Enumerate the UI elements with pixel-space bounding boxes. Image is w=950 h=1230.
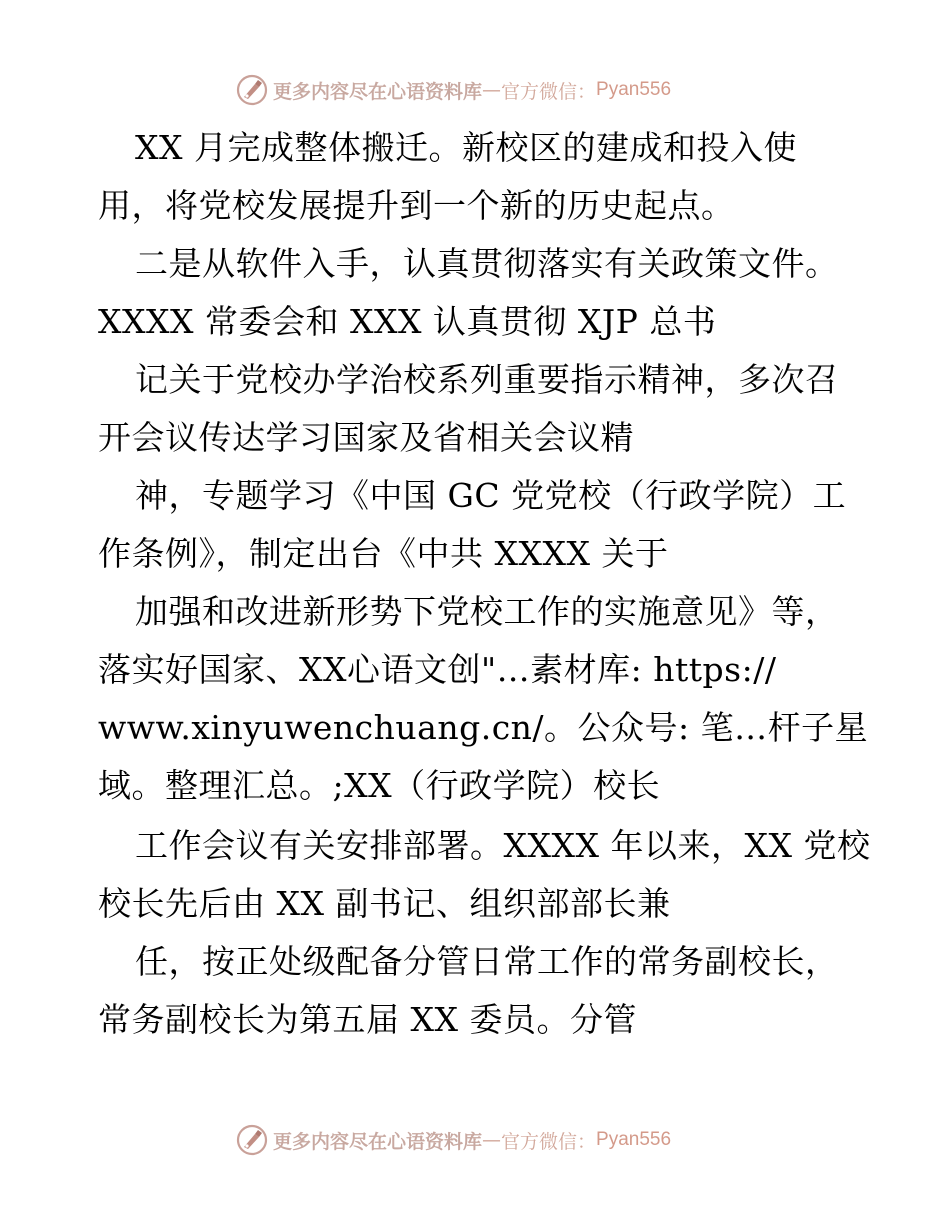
header-watermark [235,73,715,107]
body-line: 任，按正处级配备分管日常工作的常务副校长， [135,942,839,981]
pen-nib-logo-icon [235,73,269,107]
body-line: XXXX 常委会和 XXX 认真贯彻 XJP 总书 [98,302,717,341]
body-line: 域。整理汇总。;XX（行政学院）校长 [98,766,661,805]
pen-nib-logo-icon [235,1123,269,1157]
body-line: 记关于党校办学治校系列重要指示精神，多次召 [135,360,839,399]
watermark-account: Pyan556 [596,79,672,100]
body-line: 常务副校长为第五届 XX 委员。分管 [98,1000,637,1039]
body-line: XX 月完成整体搬迁。新校区的建成和投入使 [135,128,797,167]
body-line: 作条例》，制定出台《中共 XXXX 关于 [98,534,669,573]
body-line: 落实好国家、XX心语文创"…素材库: https:// [98,650,777,689]
body-line: 加强和改进新形势下党校工作的实施意见》等， [135,592,839,631]
watermark-separator: — [482,1129,502,1151]
body-line: 开会议传达学习国家及省相关会议精 [98,418,634,457]
body-line: 二是从软件入手，认真贯彻落实有关政策文件。 [135,244,839,283]
body-line: 神，专题学习《中国 GC 党党校（行政学院）工 [135,476,847,515]
watermark-sub-text: 官方微信： [501,80,597,103]
footer-watermark [235,1123,715,1157]
watermark-main-text: 更多内容尽在心语资料库 [273,80,483,103]
watermark-account: Pyan556 [596,1129,672,1150]
watermark-main-text: 更多内容尽在心语资料库 [273,1130,483,1153]
body-line: 工作会议有关安排部署。XXXX 年以来，XX 党校 [135,826,871,865]
body-line: 校长先后由 XX 副书记、组织部部长兼 [98,884,671,923]
watermark-separator: — [482,79,502,101]
body-line: 用，将党校发展提升到一个新的历史起点。 [98,186,735,225]
watermark-sub-text: 官方微信： [501,1130,597,1153]
body-line: www.xinyuwenchuang.cn/。公众号: 笔…杆子星 [98,708,869,747]
